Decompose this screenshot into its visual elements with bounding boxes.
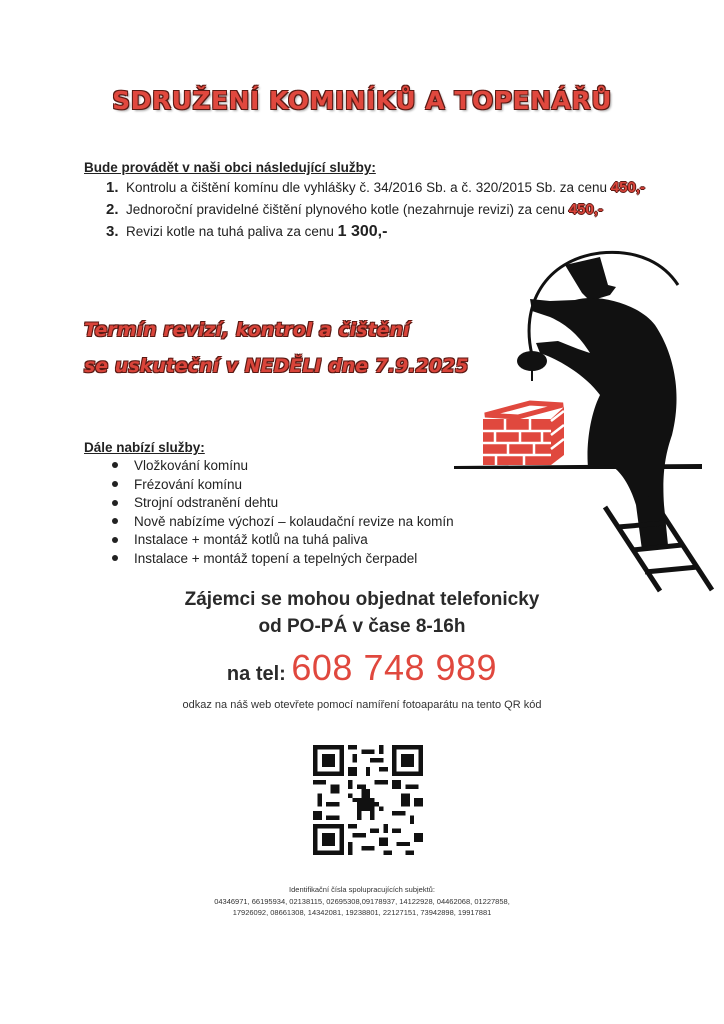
list-item-text: Instalace + montáž topení a tepelných čerpadel: [134, 550, 418, 566]
service-number: 1.: [106, 179, 119, 196]
bullet-icon: [112, 481, 118, 487]
additional-services-heading: Dále nabízí služby:: [84, 440, 205, 455]
list-item-text: Frézování komínu: [134, 476, 243, 492]
service-text: Kontrolu a čištění komínu dle vyhlášky č. 34/2016 Sb. a č. 320/2015 Sb. za cenu: [126, 180, 611, 195]
bullet-icon: [112, 462, 118, 468]
list-item-text: Strojní odstranění dehtu: [134, 495, 279, 511]
service-item-1: [106, 177, 645, 199]
service-price: 450,-: [568, 201, 603, 218]
bullet-icon: [112, 537, 118, 543]
chimney-sweep-icon: [450, 245, 720, 595]
services-list: [106, 177, 645, 243]
footer-ids-line-2: 17926092, 08661308, 14342081, 19238801, 22127151, 73942898, 19917881: [232, 908, 492, 917]
footer-ids-line-1: 04346971, 66195934, 02138115, 02695308,09178937, 14122928, 04462068, 01227858,: [214, 896, 510, 906]
contact-line-2: od PO-PÁ v čase 8-16h: [258, 616, 466, 637]
service-price: 450,-: [610, 179, 645, 196]
term-announcement: [84, 312, 469, 384]
service-price: 1 300,-: [337, 223, 388, 240]
service-text: Jednoroční pravidelné čištění plynového kotle (nezahrnuje revizi) za cenu: [126, 202, 569, 217]
service-number: 3.: [106, 223, 119, 240]
page-title: SDRUŽENÍ KOMINÍKŮ A TOPENÁŘŮ: [112, 86, 612, 115]
term-line-2: se uskuteční v NEDĚLI dne 7.9.2025: [84, 355, 469, 377]
additional-services-list: [84, 457, 454, 569]
list-item-text: Instalace + montáž kotlů na tuhá paliva: [134, 532, 368, 548]
phone-label: na tel:: [226, 663, 292, 685]
service-item-3: [106, 221, 645, 243]
phone-line: [0, 647, 724, 689]
list-item-text: Nově nabízíme výchozí – kolaudační revize na komín: [134, 513, 454, 529]
service-number: 2.: [106, 201, 119, 218]
phone-number[interactable]: 608 748 989: [291, 647, 498, 688]
list-item: [84, 457, 454, 476]
qr-code-icon[interactable]: [313, 745, 423, 855]
term-line-1: Termín revizí, kontrol a čištění: [84, 319, 410, 341]
bullet-icon: [112, 555, 118, 561]
contact-line-1: Zájemci se mohou objednat telefonicky: [184, 589, 540, 610]
list-item-text: Vložkování komínu: [134, 458, 249, 473]
list-item: [84, 531, 454, 550]
list-item: [84, 494, 454, 513]
bullet-icon: [112, 518, 118, 524]
service-item-2: [106, 199, 645, 221]
services-heading: Bude provádět v naši obci následující služby:: [84, 160, 376, 175]
service-text: Revizi kotle na tuhá paliva za cenu: [126, 224, 338, 239]
qr-note: odkaz na náš web otevřete pomocí namíření fotoaparátu na tento QR kód: [182, 699, 542, 711]
footer-heading: Identifikační čísla spolupracujících subjektů:: [289, 885, 435, 894]
bullet-icon: [112, 500, 118, 506]
footer-ids: [0, 884, 724, 919]
list-item: [84, 476, 454, 495]
list-item: [84, 513, 454, 532]
list-item: [84, 550, 454, 569]
